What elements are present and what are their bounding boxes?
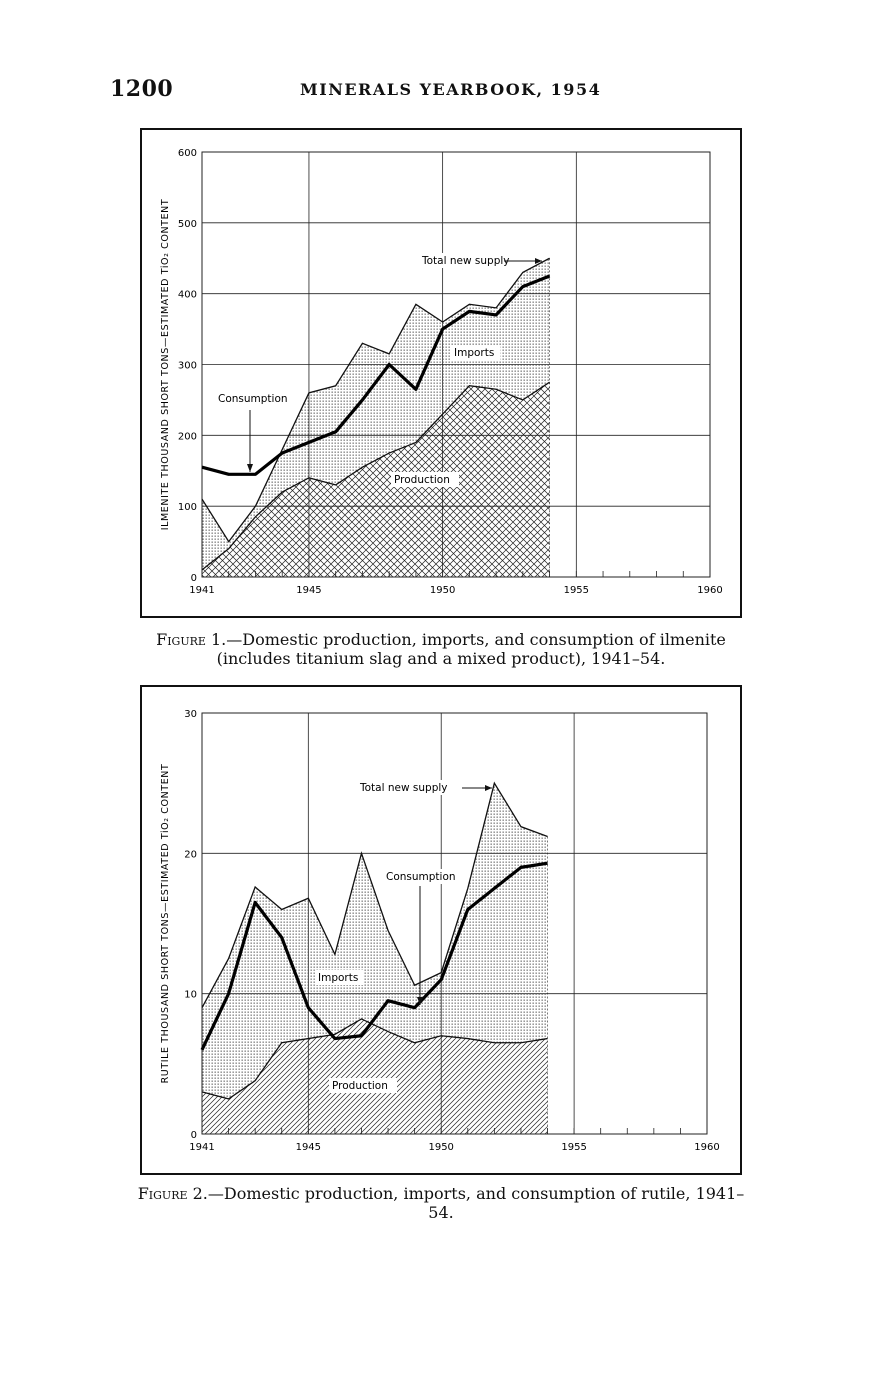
- annotation-total-new-supply: Total new supply: [422, 255, 510, 267]
- figure-1-caption: [135, 630, 747, 668]
- annotation-imports: Imports: [454, 347, 495, 359]
- annotation-consumption: Consumption: [218, 393, 288, 405]
- x-tick-label: 1960: [697, 585, 723, 596]
- figure-2-label: Figure 2.: [137, 1184, 208, 1203]
- x-tick-label: 1955: [561, 1142, 587, 1153]
- y-tick-label: 0: [190, 573, 197, 584]
- figure-2-caption-text: —Domestic production, imports, and consumption of rutile, 1941–54.: [207, 1184, 745, 1222]
- y-tick-label: 10: [184, 989, 197, 1001]
- figure-1-chart: [140, 128, 742, 618]
- annotation-production: Production: [394, 474, 450, 486]
- y-tick-label: 300: [177, 360, 197, 372]
- x-tick-label: 1941: [189, 1142, 215, 1153]
- x-tick-label: 1945: [296, 585, 322, 596]
- figure-2-svg: [142, 687, 740, 1173]
- running-head: MINERALS YEARBOOK, 1954: [300, 80, 602, 99]
- y-tick-label: 20: [184, 849, 197, 861]
- x-tick-label: 1941: [189, 585, 215, 596]
- y-tick-label: 600: [177, 148, 197, 159]
- y-tick-label: 30: [184, 709, 197, 720]
- y-tick-label: 200: [177, 431, 197, 443]
- figure-2-chart: [140, 685, 742, 1175]
- annotation-total-new-supply: Total new supply: [360, 782, 448, 794]
- y-tick-label: 500: [177, 218, 197, 230]
- annotation-consumption: Consumption: [386, 871, 456, 883]
- x-tick-label: 1955: [563, 585, 590, 596]
- y-axis-label: RUTILE THOUSAND SHORT TONS—ESTIMATED TiO₂ CONTENT: [160, 763, 171, 1084]
- figure-2-caption: [135, 1184, 747, 1222]
- x-tick-label: 1950: [428, 1142, 454, 1153]
- x-tick-label: 1945: [295, 1142, 322, 1153]
- figure-1-label: Figure 1.: [156, 630, 227, 649]
- y-tick-label: 100: [177, 502, 197, 514]
- y-tick-label: 0: [190, 1130, 197, 1141]
- y-tick-label: 400: [177, 289, 197, 301]
- annotation-production: Production: [332, 1080, 388, 1092]
- x-tick-label: 1960: [694, 1142, 720, 1153]
- figure-1-svg: [142, 130, 740, 616]
- page-number: 1200: [110, 76, 174, 102]
- annotation-imports: Imports: [318, 972, 359, 984]
- x-tick-label: 1950: [429, 585, 456, 596]
- y-axis-label: ILMENITE THOUSAND SHORT TONS—ESTIMATED TiO₂ CONTENT: [160, 198, 171, 531]
- figure-1-caption-text: —Domestic production, imports, and consumption of ilmenite (includes titanium slag and a mixed product), 1941–54.: [216, 630, 726, 668]
